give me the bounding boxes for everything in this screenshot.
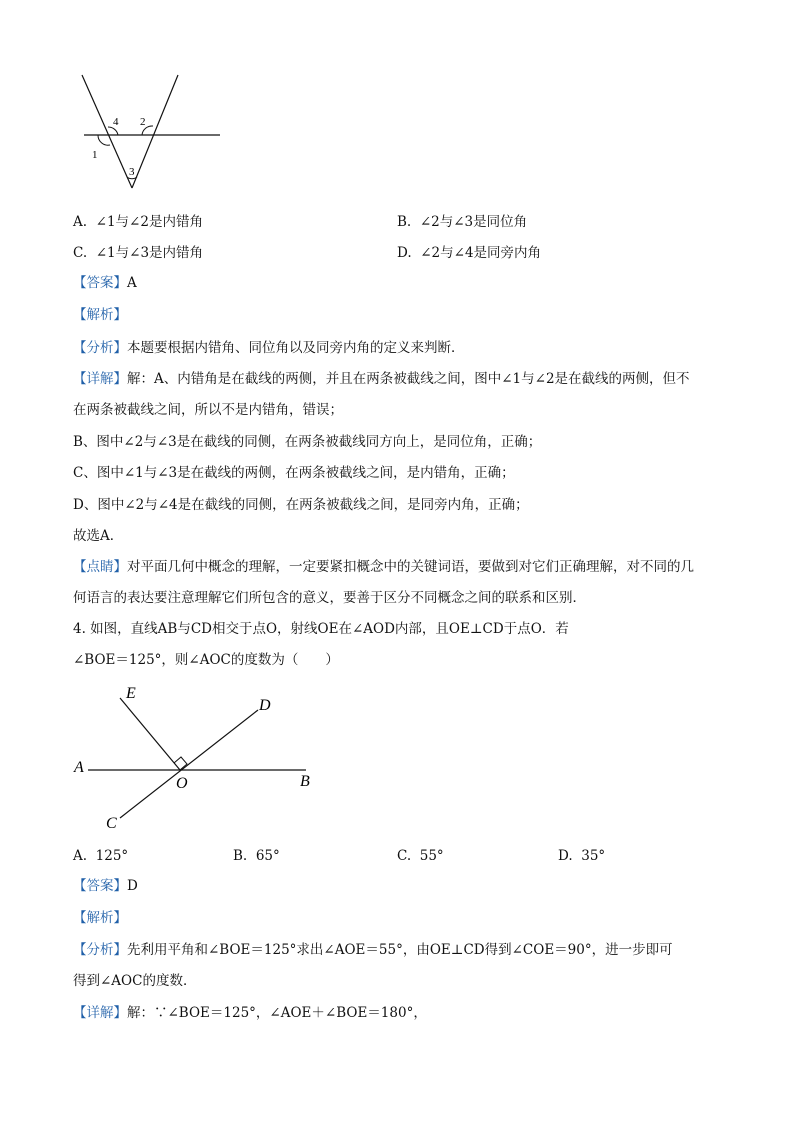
xiangjie-text: 解：∵∠BOE＝125°，∠AOE＋∠BOE＝180°， [127, 1005, 427, 1021]
fenxi-text: 本题要根据内错角、同位角以及同旁内角的定义来判断． [127, 340, 465, 356]
q4-option-c [397, 846, 444, 866]
dianjing-text: 对平面几何中概念的理解，一定要紧扣概念中的关键词语，要做到对它们正确理解，对不同的几 [127, 559, 694, 575]
right-line [132, 75, 178, 188]
dianjing-tag: 【点睛】 [73, 559, 127, 575]
q3-option-d [397, 243, 541, 263]
point-label-c: C [106, 815, 117, 832]
q3-dianjing-line2: 何语言的表达要注意理解它们所包含的意义，要善于区分不同概念之间的联系和区别． [73, 590, 586, 606]
option-text: ∠1与∠2是内错角 [95, 214, 203, 230]
option-letter: A. [73, 848, 88, 864]
q4-stem-line2: ∠BOE＝125°，则∠AOC的度数为（ ） [73, 652, 339, 668]
option-letter: A. [73, 214, 88, 230]
q3-dianjing-line1 [73, 557, 694, 577]
fenxi-tag: 【分析】 [73, 942, 127, 958]
angle-label-4: 4 [113, 116, 119, 128]
option-letter: C. [397, 848, 412, 864]
option-text: ∠1与∠3是内错角 [95, 245, 204, 261]
xiangjie-tag: 【详解】 [73, 371, 127, 387]
q3-jiexi-heading [73, 305, 127, 325]
angle-label-2: 2 [140, 116, 146, 128]
q4-fenxi-line2: 得到∠AOC的度数． [73, 973, 197, 989]
fenxi-tag: 【分析】 [73, 340, 127, 356]
q3-option-a [73, 212, 203, 232]
fenxi-text: 先利用平角和∠BOE＝125°求出∠AOE＝55°，由OE⊥CD得到∠COE＝90°，进一步即可 [127, 942, 673, 958]
option-letter: B. [233, 848, 248, 864]
q3-fenxi [73, 338, 465, 358]
figure-angles-1-4 [70, 70, 240, 195]
point-label-e: E [126, 685, 136, 702]
option-text: ∠2与∠4是同旁内角 [420, 245, 542, 261]
q3-xiangjie-line2: 在两条被截线之间，所以不是内错角，错误； [73, 402, 343, 418]
q3-option-c [73, 243, 203, 263]
jiexi-tag: 【解析】 [73, 910, 127, 926]
angle-arc-1 [98, 135, 110, 145]
point-label-d: D [259, 697, 271, 714]
point-label-a: A [74, 759, 84, 776]
angle-arc-4 [108, 127, 118, 135]
q3-xiangjie-line4: C、图中∠1与∠3是在截线的两侧，在两条被截线之间，是内错角，正确； [73, 465, 515, 481]
option-text: 35° [581, 848, 606, 864]
q4-option-d [558, 846, 605, 866]
option-text: ∠2与∠3是同位角 [419, 214, 528, 230]
xiangjie-tag: 【详解】 [73, 1005, 127, 1021]
answer-value: A [127, 275, 137, 291]
option-letter: D. [397, 245, 412, 261]
q4-jiexi-heading [73, 908, 127, 928]
q3-xiangjie-line1 [73, 369, 690, 389]
q4-xiangjie-line1 [73, 1003, 427, 1023]
ray-oe [120, 698, 180, 770]
point-label-b: B [300, 773, 310, 790]
right-angle-mark [174, 757, 187, 770]
option-letter: D. [558, 848, 573, 864]
answer-tag: 【答案】 [73, 275, 127, 291]
left-line [82, 75, 132, 188]
q3-xiangjie-line5: D、图中∠2与∠4是在截线的同侧，在两条被截线之间，是同旁内角，正确； [73, 497, 529, 513]
line-cd [120, 710, 258, 818]
q3-xiangjie-line3: B、图中∠2与∠3是在截线的同侧，在两条被截线同方向上，是同位角，正确； [73, 434, 542, 450]
option-text: 55° [419, 848, 444, 864]
q3-xiangjie-line6: 故选A． [73, 528, 124, 544]
option-letter: B. [397, 214, 412, 230]
q3-option-b [397, 212, 527, 232]
option-text: 125° [95, 848, 129, 864]
q4-option-b [233, 846, 280, 866]
angle-label-3: 3 [129, 166, 135, 178]
angle-label-1: 1 [92, 149, 98, 161]
q4-option-a [73, 846, 128, 866]
q4-answer [73, 876, 138, 896]
answer-tag: 【答案】 [73, 878, 127, 894]
answer-value: D [127, 878, 138, 894]
q4-fenxi-line1 [73, 940, 673, 960]
option-text: 65° [255, 848, 280, 864]
point-label-o: O [176, 775, 188, 792]
option-letter: C. [73, 245, 88, 261]
q4-stem-line1: 4. 如图，直线AB与CD相交于点O，射线OE在∠AOD内部，且OE⊥CD于点O．若 [73, 621, 569, 637]
xiangjie-text: 解：A、内错角是在截线的两侧，并且在两条被截线之间，图中∠1与∠2是在截线的两侧，但不 [127, 371, 690, 387]
jiexi-tag: 【解析】 [73, 307, 127, 323]
q3-answer [73, 273, 137, 293]
figure-intersecting-lines [70, 678, 330, 838]
